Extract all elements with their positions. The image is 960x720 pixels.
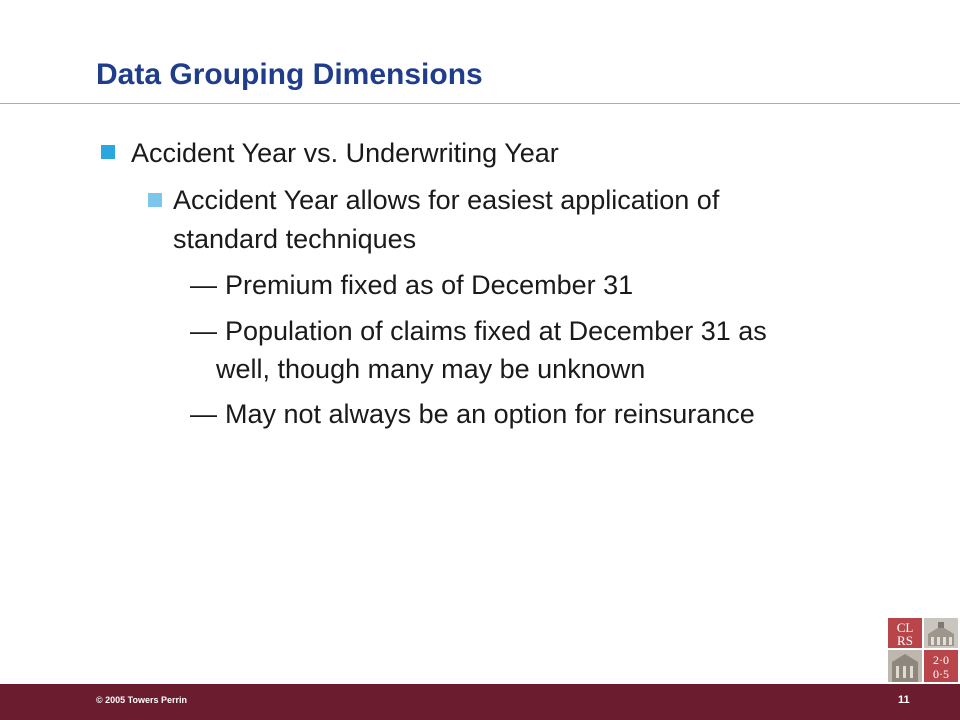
logo-text: CL — [896, 620, 914, 635]
bullet-level-3 — [190, 268, 633, 302]
copyright-text: © 2005 Towers Perrin — [96, 695, 188, 705]
bullet-level-2-line: standard techniques — [173, 224, 417, 254]
bullet-square-icon — [101, 145, 115, 159]
bullet-level-2-line: Accident Year allows for easiest application of — [173, 185, 720, 215]
bullet-level-1: Accident Year vs. Underwriting Year — [131, 138, 559, 168]
page-title: Data Grouping Dimensions — [96, 58, 483, 91]
page-number: 11 — [898, 694, 910, 706]
logo-text: RS — [897, 633, 913, 648]
clrs-2005-logo — [886, 616, 960, 684]
logo-text: 2·0 — [933, 653, 949, 667]
bullet-level-3-continuation: well, though many may be unknown — [216, 354, 646, 384]
dash-marker: — — [190, 316, 217, 346]
dash-marker: — — [190, 399, 217, 429]
title-divider — [0, 103, 960, 104]
bullet-level-3 — [190, 397, 755, 431]
footer-bar — [0, 684, 960, 720]
logo-text: 0·5 — [933, 667, 949, 681]
dash-marker: — — [190, 270, 217, 300]
bullet-text: Premium fixed as of December 31 — [225, 270, 634, 300]
bullet-level-3 — [190, 314, 767, 348]
bullet-square-icon — [148, 193, 162, 207]
bullet-text: May not always be an option for reinsurance — [225, 399, 755, 429]
bullet-text: Population of claims fixed at December 31 as — [225, 316, 767, 346]
